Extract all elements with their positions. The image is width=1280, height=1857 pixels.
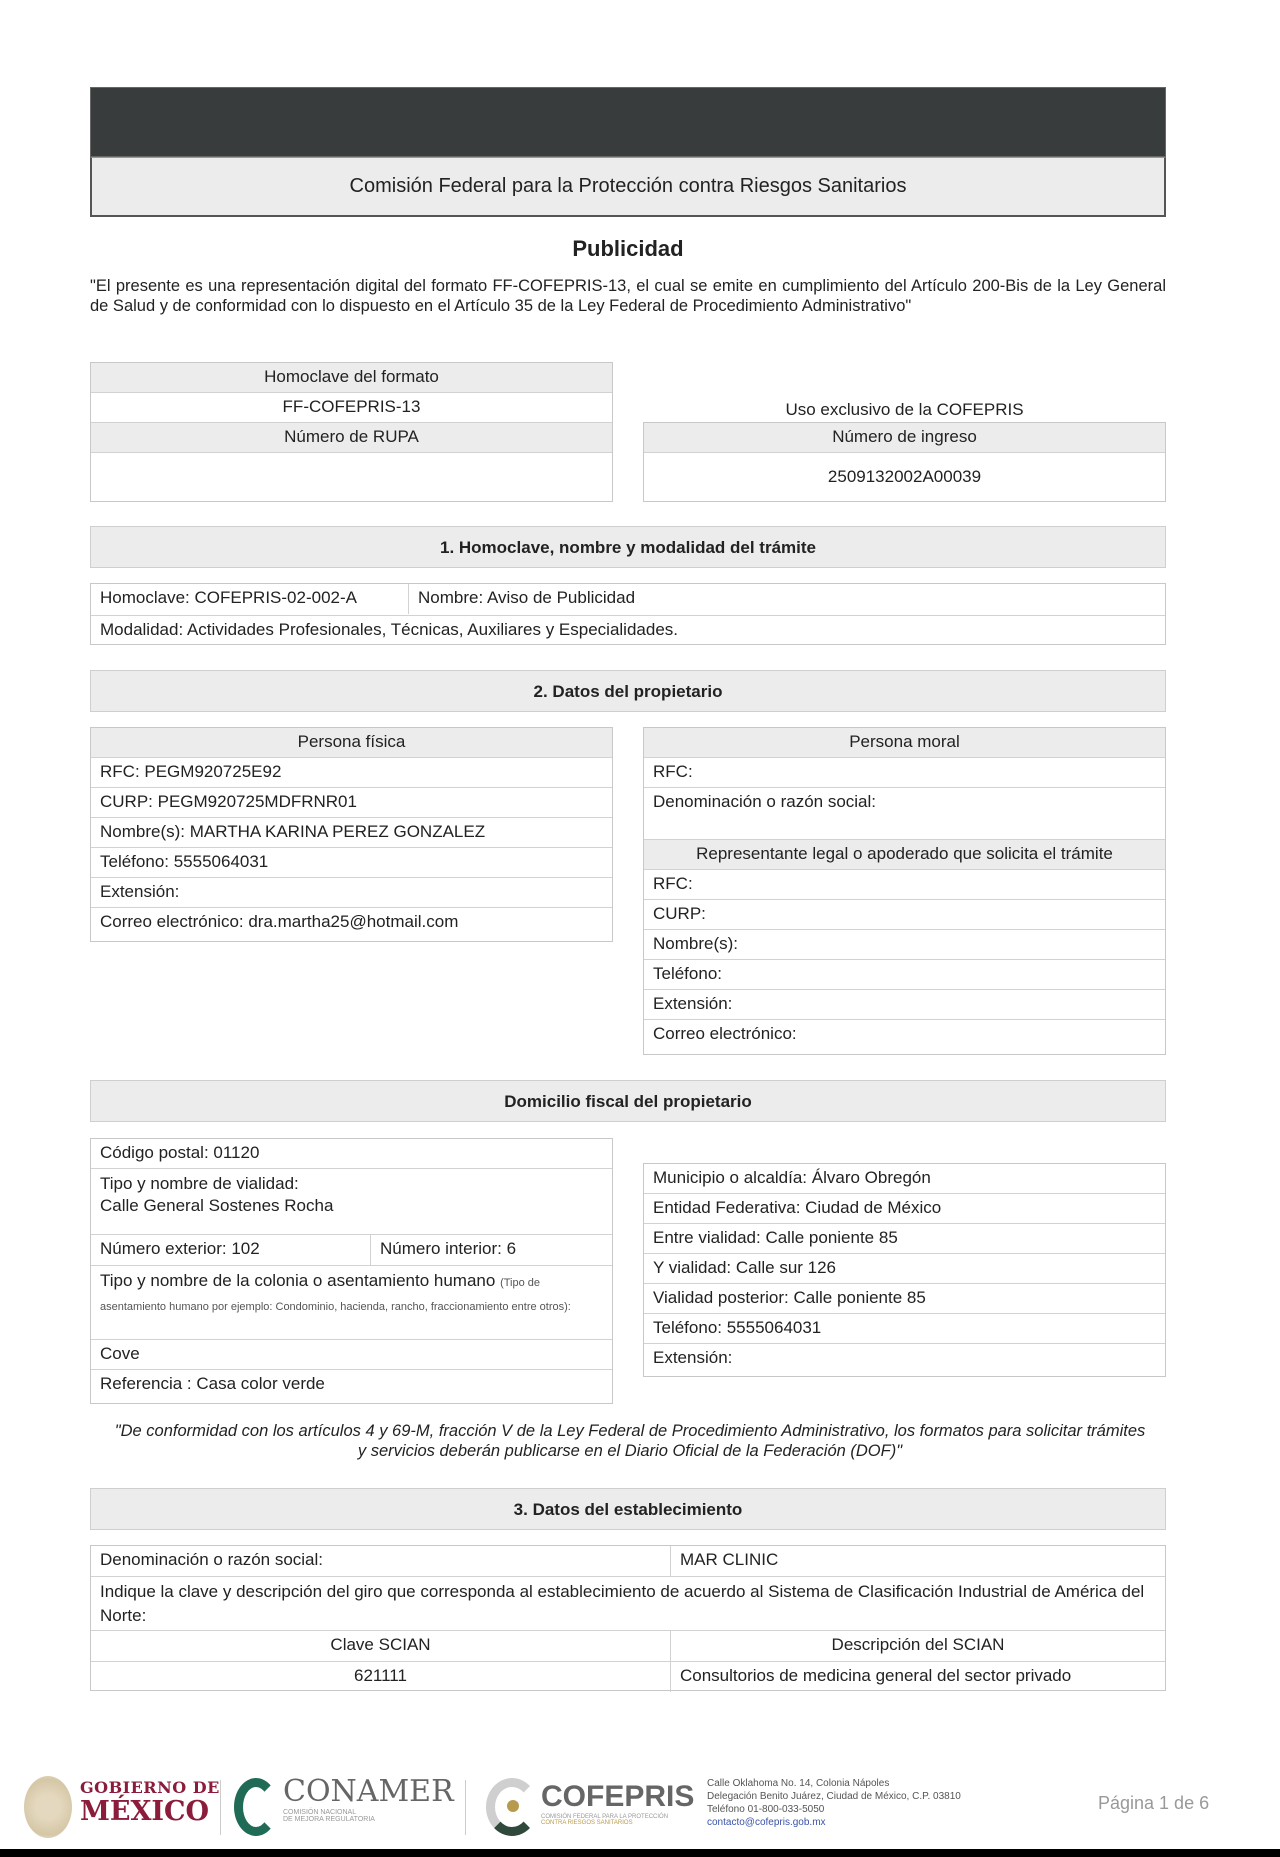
- domicilio-right-table: [643, 1163, 1166, 1377]
- numero-exterior: Número exterior: 102: [91, 1235, 371, 1265]
- rep-extension: Extensión:: [644, 990, 1165, 1020]
- municipio: Municipio o alcaldía: Álvaro Obregón: [644, 1164, 1165, 1194]
- referencia: Referencia : Casa color verde: [100, 1374, 325, 1393]
- agency-name: Comisión Federal para la Protección contra Riesgos Sanitarios: [349, 175, 907, 197]
- clave-scian-value: 621111: [91, 1662, 671, 1692]
- footer-divider: [465, 1780, 466, 1835]
- conamer-icon: [234, 1778, 278, 1836]
- descripcion-scian-value: Consultorios de medicina general del sector privado: [680, 1666, 1072, 1685]
- rupa-value: [91, 453, 612, 501]
- section3-header: 3. Datos del establecimiento: [90, 1488, 1166, 1530]
- exclusive-label: Uso exclusivo de la COFEPRIS: [785, 400, 1024, 419]
- conamer-logo: CONAMER COMISIÓN NACIONAL DE MEJORA REGULATORIA: [283, 1774, 454, 1823]
- persona-fisica-header: Persona física: [91, 728, 612, 758]
- vialidad-value: Calle General Sostenes Rocha: [100, 1196, 334, 1215]
- fisica-rfc: RFC: PEGM920725E92: [91, 758, 612, 788]
- fisica-telefono: Teléfono: 5555064031: [91, 848, 612, 878]
- domicilio-header: Domicilio fiscal del propietario: [90, 1080, 1166, 1122]
- gob-mexico-logo: GOBIERNO DE MÉXICO: [80, 1778, 220, 1827]
- vialidad-cell: [91, 1169, 612, 1235]
- section2-header: 2. Datos del propietario: [90, 670, 1166, 712]
- fisica-curp: CURP: PEGM920725MDFRNR01: [91, 788, 612, 818]
- header-dark-band: [90, 87, 1166, 157]
- rupa-label: Número de RUPA: [91, 423, 612, 453]
- persona-moral-table: [643, 727, 1166, 1055]
- colonia-cell: [91, 1266, 612, 1340]
- dof-note: "De conformidad con los artículos 4 y 69-M, fracción V de la Ley Federal de Procedimiento Administrativo, los formatos para solicitar trámites y servicios deberán publicarse en el Diario Oficial de la Federación (DOF)": [114, 1422, 1146, 1460]
- bottom-border: [0, 1849, 1280, 1857]
- rep-correo: Correo electrónico:: [653, 1024, 797, 1043]
- section1-table: [90, 583, 1166, 645]
- mexico-seal-icon: [24, 1776, 72, 1838]
- page-number: Página 1 de 6: [1098, 1793, 1210, 1813]
- descripcion-scian-header: Descripción del SCIAN: [831, 1635, 1005, 1654]
- razon-social-label: Denominación o razón social:: [91, 1546, 671, 1576]
- persona-fisica-table: [90, 727, 613, 942]
- establecimiento-table: [90, 1545, 1166, 1691]
- footer-divider: [220, 1780, 221, 1835]
- representante-header: Representante legal o apoderado que solicita el trámite: [644, 840, 1165, 870]
- vialidad-label: Tipo y nombre de vialidad:: [100, 1174, 299, 1193]
- colonia-label: Tipo y nombre de la colonia o asentamiento humano: [100, 1271, 496, 1290]
- ingreso-value: 2509132002A00039: [827, 467, 982, 486]
- scian-instructions: Indique la clave y descripción del giro que corresponda al establecimiento de acuerdo al Sistema de Clasificación Industrial de América del Norte:: [91, 1577, 1165, 1631]
- agency-banner: [90, 157, 1166, 217]
- razon-social-value: MAR CLINIC: [680, 1550, 779, 1569]
- y-vialidad: Y vialidad: Calle sur 126: [644, 1254, 1165, 1284]
- rep-rfc: RFC:: [644, 870, 1165, 900]
- codigo-postal: Código postal: 01120: [91, 1139, 612, 1169]
- domicilio-left-table: [90, 1138, 613, 1404]
- moral-razon: Denominación o razón social:: [644, 788, 1165, 840]
- fisica-extension: Extensión:: [91, 878, 612, 908]
- ingreso-box: [643, 422, 1166, 502]
- rep-curp: CURP:: [644, 900, 1165, 930]
- colonia-value: Cove: [91, 1340, 612, 1370]
- clave-scian-header: Clave SCIAN: [91, 1631, 671, 1661]
- footer: [0, 1760, 1280, 1857]
- cofepris-logo: COFEPRIS COMISIÓN FEDERAL PARA LA PROTECCIÓN CONTRA RIESGOS SANITARIOS: [541, 1780, 695, 1826]
- page-title: Publicidad: [572, 236, 684, 261]
- footer-address: Calle Oklahoma No. 14, Colonia Nápoles Delegación Benito Juárez, Ciudad de México, C.P. 03810 Teléfono 01-800-033-5050 contacto@cofepris.gob.mx: [707, 1778, 961, 1828]
- homoclave-tramite: Homoclave: COFEPRIS-02-002-A: [91, 584, 409, 614]
- format-homoclave-box: [90, 362, 613, 502]
- section1-header: 1. Homoclave, nombre y modalidad del trámite: [90, 526, 1166, 568]
- ingreso-label: Número de ingreso: [644, 423, 1165, 453]
- vialidad-posterior: Vialidad posterior: Calle poniente 85: [644, 1284, 1165, 1314]
- moral-rfc: RFC:: [644, 758, 1165, 788]
- cofepris-icon: [486, 1778, 538, 1836]
- rep-nombre: Nombre(s):: [644, 930, 1165, 960]
- persona-moral-header: Persona moral: [644, 728, 1165, 758]
- entidad-federativa: Entidad Federativa: Ciudad de México: [644, 1194, 1165, 1224]
- fisica-correo: Correo electrónico: dra.martha25@hotmail.com: [100, 912, 459, 931]
- homoclave-value: FF-COFEPRIS-13: [91, 393, 612, 423]
- footer-email-link[interactable]: contacto@cofepris.gob.mx: [707, 1817, 826, 1828]
- domicilio-telefono: Teléfono: 5555064031: [644, 1314, 1165, 1344]
- rep-telefono: Teléfono:: [644, 960, 1165, 990]
- fisica-nombre: Nombre(s): MARTHA KARINA PEREZ GONZALEZ: [91, 818, 612, 848]
- intro-text: "El presente es una representación digital del formato FF-COFEPRIS-13, el cual se emite en cumplimiento del Artículo 200-Bis de la Ley General de Salud y de conformidad con lo dispuesto en el Artículo 35 de la Ley Federal de Procedimiento Administrativo": [90, 277, 1166, 315]
- modalidad-tramite: Modalidad: Actividades Profesionales, Técnicas, Auxiliares y Especialidades.: [100, 620, 678, 639]
- nombre-tramite: Nombre: Aviso de Publicidad: [418, 588, 636, 607]
- numero-interior: Número interior: 6: [380, 1239, 517, 1258]
- homoclave-label: Homoclave del formato: [91, 363, 612, 393]
- entre-vialidad: Entre vialidad: Calle poniente 85: [644, 1224, 1165, 1254]
- domicilio-extension: Extensión:: [653, 1348, 733, 1367]
- colonia-hint: (Tipo de asentamiento humano por ejemplo: Condominio, hacienda, rancho, fraccionamiento entre otros):: [100, 1277, 571, 1313]
